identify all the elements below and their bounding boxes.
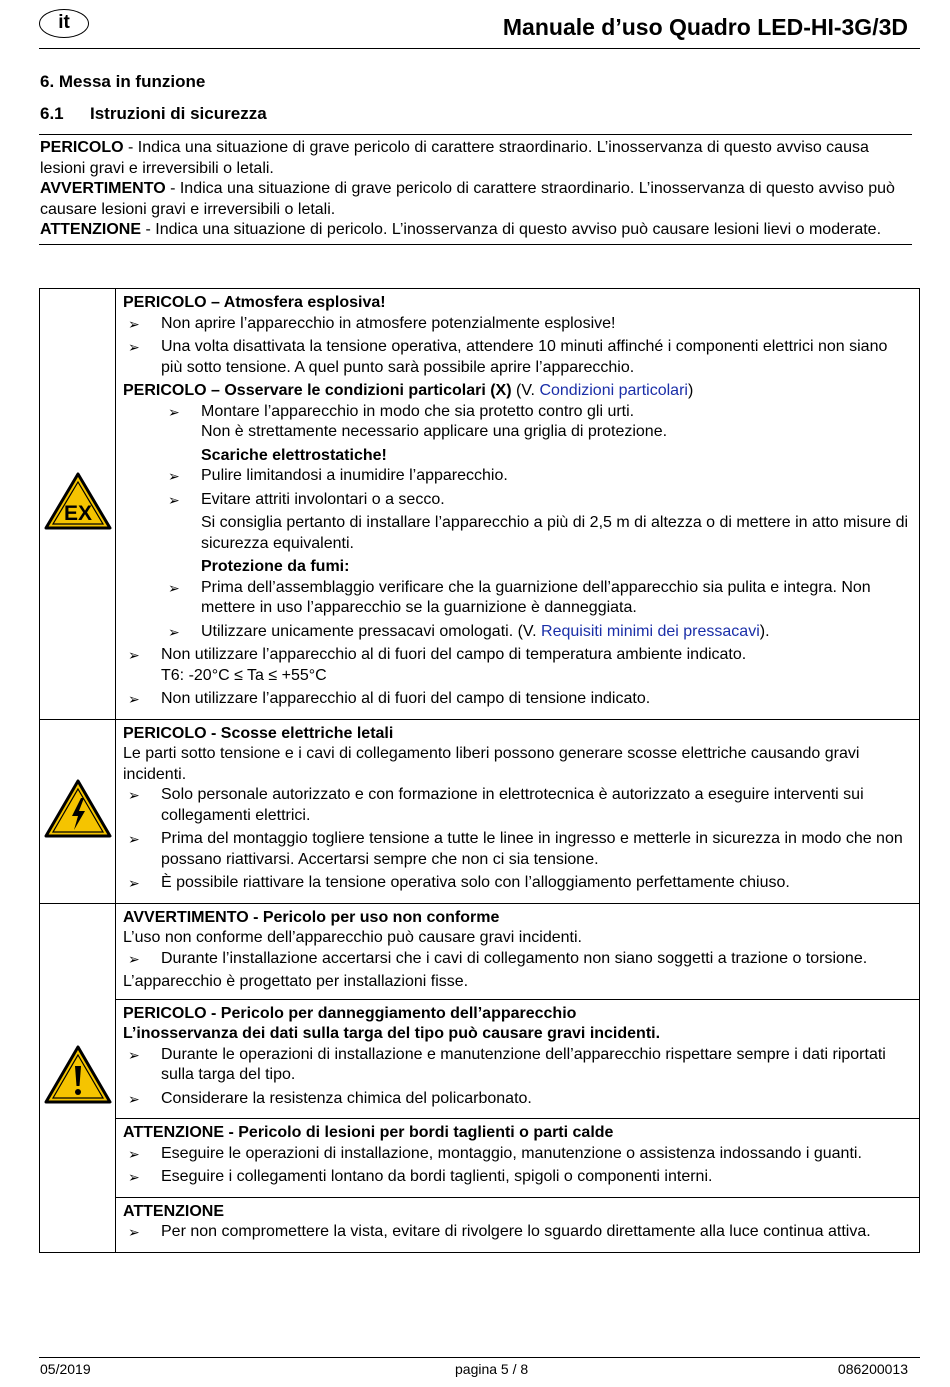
list-item: ➢ Eseguire i collegamenti lontano da bordi taglienti, spigoli o componenti interni.	[123, 1167, 913, 1188]
definition-term: AVVERTIMENTO	[40, 180, 166, 197]
sharp-edges-warning-text	[116, 1119, 920, 1198]
bullet-list	[123, 402, 913, 423]
footer-divider	[39, 1357, 920, 1358]
definition-text: - Indica una situazione di grave pericolo di carattere straordinario. L’inosservanza di questo avviso può causare lesioni gravi e irreversibili o letali.	[40, 180, 895, 218]
special-conditions-heading	[123, 381, 913, 402]
definition-text: - Indica una situazione di grave pericolo di carattere straordinario. L’inosservanza di questo avviso causa lesioni gravi e irreversibili o letali.	[40, 139, 869, 177]
list-item: ➢ È possibile riattivare la tensione operativa solo con l’alloggiamento perfettamente chiuso.	[123, 873, 913, 894]
list-item: ➢ Prima dell’assemblaggio verificare che la guarnizione dell’apparecchio sia pulita e integra. Non mettere in uso l’apparecchio se la guarnizione è danneggiata.	[163, 578, 913, 619]
electric-shock-warning-text	[116, 719, 920, 903]
smoke-heading: Protezione da fumi:	[201, 558, 350, 575]
sharp-edges-heading: ATTENZIONE - Pericolo di lesioni per bordi taglienti o parti calde	[123, 1124, 614, 1141]
heading-text: PERICOLO – Osservare le condizioni particolari (X)	[123, 382, 512, 399]
explosive-heading: PERICOLO – Atmosfera esplosiva!	[123, 294, 386, 311]
device-damage-warning-text	[116, 999, 920, 1119]
icon-cell	[40, 719, 116, 903]
definition-term: ATTENZIONE	[40, 221, 142, 238]
section-title: 6. Messa in funzione	[40, 72, 206, 91]
definition-attenzione	[40, 220, 912, 241]
subsection-title	[40, 104, 267, 124]
bullet-list	[123, 1045, 913, 1110]
electric-shock-warning-icon	[44, 778, 112, 840]
special-conditions-link[interactable]: Condizioni particolari	[539, 382, 688, 399]
bullet-list	[123, 645, 913, 710]
subsection-number: 6.1	[40, 104, 64, 123]
list-item: ➢ Solo personale autorizzato e con formazione in elettrotecnica è autorizzato a eseguire interventi sui collegamenti elettrici.	[123, 785, 913, 826]
bullet-list	[123, 949, 913, 970]
list-item: ➢ Evitare attriti involontari o a secco.	[163, 490, 913, 511]
svg-text:EX: EX	[63, 502, 92, 526]
note-text: Non è strettamente necessario applicare una griglia di protezione.	[201, 423, 668, 440]
reference-prefix: (V.	[511, 382, 540, 399]
light-heading: ATTENZIONE	[123, 1202, 225, 1220]
list-item: ➢ Una volta disattivata la tensione operativa, attendere 10 minuti affinché i componenti elettrici non siano più sotto tensione. A quel punto sarà possibile aprire l’apparecchio.	[123, 337, 913, 378]
device-damage-subheading: L’inosservanza dei dati sulla targa del tipo può causare gravi incidenti.	[123, 1025, 661, 1042]
subsection-label: Istruzioni di sicurezza	[90, 104, 267, 123]
device-damage-heading: PERICOLO - Pericolo per danneggiamento dell’apparecchio	[123, 1004, 577, 1022]
document-title: Manuale d’uso Quadro LED-HI-3G/3D	[502, 14, 908, 40]
definition-pericolo	[40, 138, 912, 179]
icon-cell	[40, 903, 116, 1252]
list-item: ➢ Durante l’installazione accertarsi che i cavi di collegamento non siano soggetti a trazione o torsione.	[123, 949, 913, 970]
footer-date: 05/2019	[40, 1361, 91, 1377]
light-warning-text	[116, 1197, 920, 1252]
definition-text: - Indica una situazione di pericolo. L’inosservanza di questo avviso può causare lesioni lievi o moderate.	[141, 221, 882, 238]
misuse-heading: AVVERTIMENTO - Pericolo per uso non conforme	[123, 908, 500, 926]
general-warning-icon	[44, 1044, 112, 1106]
reference-prefix: (V.	[513, 622, 542, 640]
reference-suffix: )	[687, 382, 694, 399]
list-item: ➢ Non utilizzare l’apparecchio al di fuori del campo di tensione indicato.	[123, 689, 913, 710]
bullet-list	[123, 466, 913, 510]
bullet-list	[123, 314, 913, 379]
esd-heading: Scariche elettrostatiche!	[201, 446, 387, 464]
language-badge: it	[39, 9, 89, 38]
outro-text: L’apparecchio è progettato per installazioni fisse.	[123, 973, 469, 990]
list-item: ➢ Non aprire l’apparecchio in atmosfere potenzialmente esplosive!	[123, 314, 913, 335]
ex-atex-warning-icon	[44, 471, 112, 531]
reference-suffix: ).	[759, 622, 770, 640]
item-text: Utilizzare unicamente pressacavi omologati.	[201, 622, 514, 640]
list-item	[123, 645, 913, 686]
item-text: Non utilizzare l’apparecchio al di fuori del campo di temperatura ambiente indicato.	[161, 646, 747, 663]
document-code: 086200013	[837, 1361, 908, 1377]
explosive-warning-text	[116, 289, 920, 720]
bullet-list	[123, 1222, 913, 1243]
definition-term: PERICOLO	[40, 139, 124, 156]
list-item: ➢ Durante le operazioni di installazione e manutenzione dell’apparecchio rispettare sempre i dati riportati sulla targa del tipo.	[123, 1045, 913, 1086]
list-item: ➢ Montare l’apparecchio in modo che sia protetto contro gli urti.	[163, 402, 913, 423]
misuse-warning-text	[116, 903, 920, 999]
list-item: ➢ Eseguire le operazioni di installazione, montaggio, manutenzione o assistenza indossando i guanti.	[123, 1144, 913, 1165]
page-number: pagina 5 / 8	[455, 1361, 529, 1377]
intro-text: L’uso non conforme dell’apparecchio può causare gravi incidenti.	[123, 929, 582, 946]
electric-shock-heading: PERICOLO - Scosse elettriche letali	[123, 724, 394, 742]
signal-word-definitions	[39, 134, 912, 245]
safety-row-explosive	[40, 289, 920, 720]
bullet-list	[123, 578, 913, 643]
list-item: ➢ Per non compromettere la vista, evitare di rivolgere lo sguardo direttamente alla luce continua attiva.	[123, 1222, 913, 1243]
safety-instructions-table	[39, 288, 920, 1253]
cable-gland-requirements-link[interactable]: Requisiti minimi dei pressacavi	[541, 622, 760, 640]
list-item: ➢ Pulire limitandosi a inumidire l’apparecchio.	[163, 466, 913, 487]
definition-avvertimento	[40, 179, 912, 220]
intro-text: Le parti sotto tensione e i cavi di collegamento liberi possono generare scosse elettriche causando gravi incidenti.	[123, 745, 860, 783]
header-divider	[39, 48, 920, 49]
note-text: Si consiglia pertanto di installare l’apparecchio a più di 2,5 m di altezza o di mettere in atto misure di sicurezza equivalenti.	[201, 514, 909, 552]
list-item: ➢ Prima del montaggio togliere tensione a tutte le linee in ingresso e metterle in sicurezza in modo che non possano riattivarsi. Accertarsi sempre che non ci sia tensione.	[123, 829, 913, 870]
bullet-list	[123, 785, 913, 894]
list-item: ➢ Considerare la resistenza chimica del policarbonato.	[123, 1089, 913, 1110]
list-item	[163, 622, 913, 643]
safety-row-device-damage	[40, 999, 920, 1119]
icon-cell	[40, 289, 116, 720]
safety-row-sharp-edges	[40, 1119, 920, 1198]
bullet-list	[123, 1144, 913, 1188]
temperature-range: T6: -20°C ≤ Ta ≤ +55°C	[161, 666, 327, 684]
safety-row-electric-shock	[40, 719, 920, 903]
safety-row-misuse	[40, 903, 920, 999]
safety-row-light	[40, 1197, 920, 1252]
